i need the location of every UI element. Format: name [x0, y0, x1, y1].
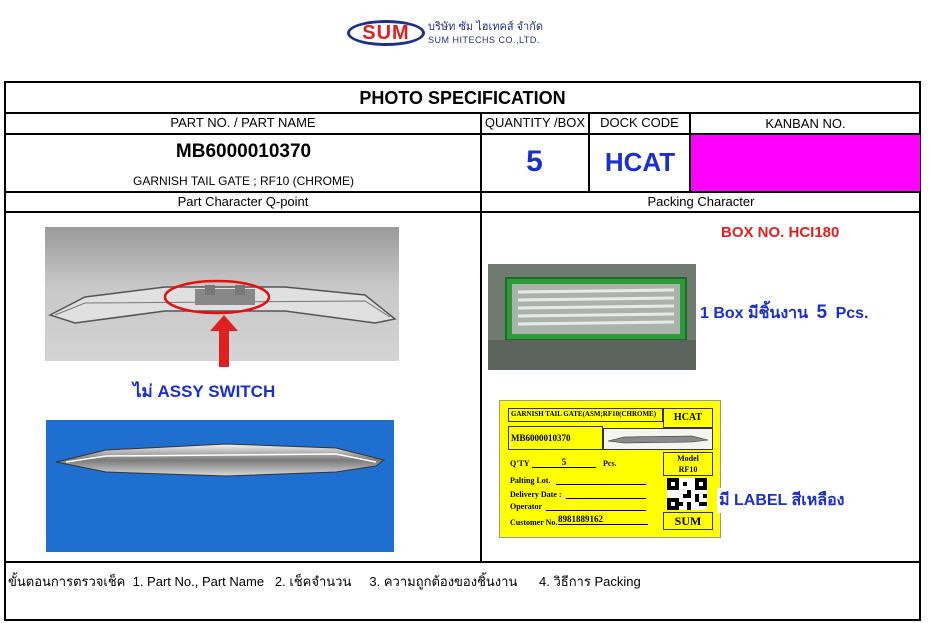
yellow-part-label [499, 400, 721, 538]
label-line [546, 510, 646, 511]
section-part-character: Part Character Q-point [177, 194, 309, 209]
label-part-image [603, 428, 713, 450]
assy-note: ไม่ ASSY SWITCH [133, 382, 276, 401]
box-desc-suffix: Pcs. [835, 305, 869, 322]
label-qty-value: 5 [532, 457, 596, 468]
label-model-caption: Model [677, 454, 699, 463]
label-customer-no: 8981889162 [558, 514, 648, 525]
label-model-cell [663, 452, 713, 476]
sheet-title: PHOTO SPECIFICATION [359, 88, 566, 108]
header-quantity: QUANTITY /BOX [484, 115, 586, 130]
inspection-steps: ขั้นตอนการตรวจเช็ค 1. Part No., Part Name 2. เช็คจำนวน 3. ความถูกต้องของชิ้นงาน 4. วิธีการ Packing [8, 574, 641, 589]
arrow-up-icon [210, 315, 238, 367]
label-part-thumbnail [604, 429, 712, 449]
label-delivery: Delivery Date : [510, 490, 562, 499]
logo-mark: SUM [362, 21, 410, 44]
company-name-english: SUM HITECHS CO.,LTD. [428, 35, 540, 45]
label-model-value: RF10 [678, 465, 698, 474]
qr-code-icon [667, 478, 707, 510]
company-logo [347, 20, 425, 46]
garnish-chrome-illustration [46, 420, 394, 552]
part-name: GARNISH TAIL GATE ; RF10 (CHROME) [133, 174, 354, 188]
label-customer-caption: Customer No. [510, 518, 558, 527]
label-part-no: MB6000010370 [508, 426, 603, 450]
kanban-cell [691, 135, 920, 191]
divider [4, 211, 921, 213]
box-number: BOX NO. HCI180 [721, 224, 840, 241]
box-quantity-note [700, 301, 869, 326]
header-dock: DOCK CODE [600, 115, 679, 130]
quantity-value: 5 [526, 145, 543, 178]
label-line [566, 498, 646, 499]
label-operator: Operator [510, 502, 542, 511]
label-dock: HCAT [663, 408, 713, 428]
part-number: MB6000010370 [175, 141, 312, 162]
label-brand: SUM [663, 512, 713, 530]
yellow-label-note: มี LABEL สีเหลือง [717, 488, 844, 513]
section-packing-character: Packing Character [647, 194, 755, 209]
packing-photo [488, 264, 696, 370]
label-qty-caption: Q'TY [510, 459, 530, 468]
divider [4, 561, 921, 563]
label-qty-unit: Pcs. [603, 459, 617, 468]
company-name-thai: บริษัท ซัม ไฮเทคส์ จำกัด [428, 21, 544, 33]
label-palting: Palting Lot. [510, 476, 551, 485]
label-line [556, 484, 646, 485]
dock-code-value: HCAT [604, 147, 676, 177]
packing-box-illustration [488, 264, 696, 370]
header-kanban: KANBAN NO. [765, 116, 846, 131]
box-desc-qty: 5 [816, 302, 828, 323]
header-part: PART NO. / PART NAME [170, 115, 316, 130]
box-desc-prefix: 1 Box มีชิ้นงาน [700, 305, 809, 322]
label-title: GARNISH TAIL GATE(ASM;RF10(CHROME) [508, 408, 663, 422]
part-photo-front [46, 420, 394, 552]
